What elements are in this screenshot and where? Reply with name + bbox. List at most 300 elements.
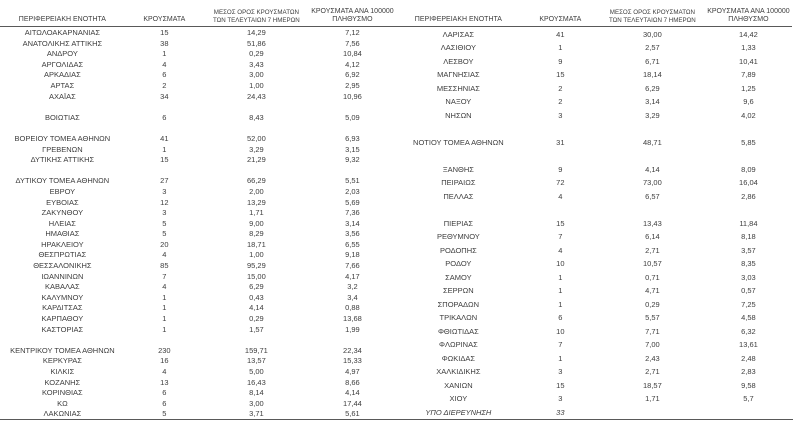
cases-cell: 13 (160, 377, 169, 387)
region-cell: ΚΕΝΤΡΙΚΟΥ ΤΟΜΕΑ ΑΘΗΝΩΝ (10, 345, 115, 355)
cases-cell: 1 (558, 43, 563, 53)
avg7-cell: 2,71 (645, 245, 660, 255)
cases-cell: 9 (558, 164, 563, 174)
table-row (0, 367, 396, 378)
cases-cell: 33 (556, 407, 565, 417)
per100k-cell: 8,66 (345, 377, 360, 387)
region-cell: ΚΑΛΥΜΝΟΥ (41, 292, 84, 302)
per100k-cell: 6,32 (741, 326, 756, 336)
right-table-header (396, 5, 792, 27)
table-row (0, 198, 396, 209)
table-row (396, 217, 792, 231)
avg7-cell: 1,71 (249, 208, 264, 218)
table-row (0, 155, 396, 166)
avg7-cell: 3,00 (249, 70, 264, 80)
region-cell: ΑΡΚΑΔΙΑΣ (43, 70, 81, 80)
per100k-cell: 0,88 (345, 303, 360, 313)
section-spacer (0, 335, 396, 346)
per100k-cell: 1,33 (741, 43, 756, 53)
per100k-cell: 4,17 (345, 271, 360, 281)
per100k-cell: 22,34 (343, 345, 362, 355)
right-table-body (396, 27, 792, 420)
avg7-cell: 3,29 (249, 144, 264, 154)
avg7-cell: 9,00 (249, 218, 264, 228)
avg7-cell: 4,14 (249, 303, 264, 313)
region-cell: ΚΑΡΔΙΤΣΑΣ (42, 303, 83, 313)
per100k-cell: 5,85 (741, 137, 756, 147)
table-row (396, 271, 792, 285)
avg7-cell: 8,14 (249, 388, 264, 398)
region-cell: ΕΥΒΟΙΑΣ (46, 197, 79, 207)
per100k-cell: 5,09 (345, 112, 360, 122)
table-row (0, 134, 396, 145)
region-cell: ΔΥΤΙΚΗΣ ΑΤΤΙΚΗΣ (30, 155, 95, 165)
cases-cell: 6 (558, 313, 563, 323)
per100k-cell: 4,58 (741, 313, 756, 323)
region-cell: ΡΟΔΟΥ (445, 259, 472, 269)
region-cell: ΙΩΑΝΝΙΝΩΝ (41, 271, 84, 281)
per100k-cell: 13,68 (343, 314, 362, 324)
avg7-cell: 24,43 (247, 91, 266, 101)
region-cell: ΚΑΡΠΑΘΟΥ (41, 314, 84, 324)
table-row (396, 406, 792, 420)
table-row (0, 229, 396, 240)
cases-cell: 15 (556, 70, 565, 80)
cases-cell: 5 (162, 229, 167, 239)
region-cell: ΧΑΛΚΙΔΙΚΗΣ (436, 367, 481, 377)
cases-cell: 1 (558, 353, 563, 363)
cases-cell: 85 (160, 261, 169, 271)
region-cell: ΣΕΡΡΩΝ (443, 286, 474, 296)
region-cell: ΦΩΚΙΔΑΣ (441, 353, 476, 363)
table-row (396, 352, 792, 366)
region-cell: ΝΟΤΙΟΥ ΤΟΜΕΑ ΑΘΗΝΩΝ (413, 137, 504, 147)
table-row (396, 55, 792, 69)
per100k-cell: 7,89 (741, 70, 756, 80)
cases-cell: 1 (558, 286, 563, 296)
region-cell: ΚΑΣΤΟΡΙΑΣ (41, 324, 84, 334)
table-row (0, 272, 396, 283)
left-table-body (0, 27, 396, 420)
avg7-cell: 4,14 (645, 164, 660, 174)
region-cell: ΗΛΕΙΑΣ (48, 218, 76, 228)
avg7-cell: 2,57 (645, 43, 660, 53)
per100k-cell: 7,36 (345, 208, 360, 218)
cases-cell: 1 (162, 144, 167, 154)
region-cell: ΛΕΣΒΟΥ (443, 56, 474, 66)
section-spacer (396, 204, 792, 218)
per100k-cell: 13,61 (739, 340, 758, 350)
cases-cell: 1 (558, 272, 563, 282)
region-cell: ΗΡΑΚΛΕΙΟΥ (41, 239, 84, 249)
per100k-cell: 5,61 (345, 409, 360, 419)
per100k-cell: 8,09 (741, 164, 756, 174)
avg7-cell: 3,00 (249, 398, 264, 408)
cases-cell: 41 (160, 133, 169, 143)
region-cell: ΠΕΙΡΑΙΩΣ (441, 178, 476, 188)
per100k-cell: 7,66 (345, 261, 360, 271)
avg7-cell: 5,00 (249, 367, 264, 376)
region-cell: ΒΟΡΕΙΟΥ ΤΟΜΕΑ ΑΘΗΝΩΝ (14, 133, 111, 143)
cases-cell: 6 (162, 398, 167, 408)
table-row (0, 49, 396, 60)
region-cell: ΥΠΟ ΔΙΕΡΕΥΝΗΣΗ (425, 407, 492, 417)
avg7-cell: 21,29 (247, 155, 266, 165)
section-spacer (396, 150, 792, 164)
table-row (0, 60, 396, 71)
per100k-cell: 3,14 (345, 218, 360, 228)
section-spacer (0, 102, 396, 113)
cases-cell: 34 (160, 91, 169, 101)
cases-cell: 4 (162, 250, 167, 260)
per100k-cell: 4,12 (345, 59, 360, 69)
avg7-cell: 7,00 (645, 340, 660, 350)
avg7-cell: 5,57 (645, 313, 660, 323)
table-row (396, 27, 792, 42)
avg7-cell: 18,57 (643, 380, 662, 390)
cases-cell: 3 (162, 186, 167, 196)
region-cell: ΜΕΣΣΗΝΙΑΣ (436, 83, 480, 93)
table-row (0, 70, 396, 81)
per100k-cell: 3,15 (345, 144, 360, 154)
cases-cell: 5 (162, 218, 167, 228)
header-per100k: ΚΡΟΥΣΜΑΤΑ ΑΝΑ 100000 ΠΛΗΘΥΣΜΟ (705, 5, 792, 27)
cases-cell: 4 (162, 59, 167, 69)
region-cell: ΞΑΝΘΗΣ (442, 164, 474, 174)
cases-cell: 5 (162, 409, 167, 419)
cases-cell: 4 (558, 245, 563, 255)
avg7-cell: 8,43 (249, 112, 264, 122)
avg7-cell: 0,71 (645, 272, 660, 282)
avg7-cell: 48,71 (643, 137, 662, 147)
table-row (396, 69, 792, 83)
avg7-cell: 7,71 (645, 326, 660, 336)
avg7-cell: 30,00 (643, 29, 662, 39)
section-spacer (0, 123, 396, 134)
cases-cell: 3 (162, 208, 167, 218)
region-cell: ΚΟΡΙΝΘΙΑΣ (42, 388, 83, 398)
per100k-cell: 10,84 (343, 49, 362, 59)
region-cell: ΕΒΡΟΥ (49, 186, 76, 196)
region-cell: ΡΕΘΥΜΝΟΥ (436, 232, 480, 242)
cases-cell: 1 (162, 314, 167, 324)
region-cell: ΘΕΣΣΑΛΟΝΙΚΗΣ (33, 261, 92, 271)
per100k-cell: 5,51 (345, 176, 360, 186)
region-cell: ΚΕΡΚΥΡΑΣ (42, 356, 82, 366)
cases-cell: 1 (162, 303, 167, 313)
avg7-cell: 13,29 (247, 197, 266, 207)
region-cell: ΠΙΕΡΙΑΣ (443, 218, 473, 228)
avg7-cell: 10,57 (643, 259, 662, 269)
region-cell: ΛΑΚΩΝΙΑΣ (43, 409, 82, 419)
table-row (396, 244, 792, 258)
avg7-cell: 15,00 (247, 271, 266, 281)
table-row (0, 208, 396, 219)
avg7-cell: 3,14 (645, 97, 660, 107)
region-cell: ΚΙΛΚΙΣ (50, 367, 75, 376)
region-cell: ΣΠΟΡΑΔΩΝ (437, 299, 480, 309)
per100k-cell: 2,48 (741, 353, 756, 363)
avg7-cell: 95,29 (247, 261, 266, 271)
cases-cell: 2 (162, 80, 167, 90)
cases-cell: 3 (558, 394, 563, 404)
table-row (396, 82, 792, 96)
per100k-cell: 3,57 (741, 245, 756, 255)
avg7-cell: 2,71 (645, 367, 660, 377)
per100k-cell: 9,18 (345, 250, 360, 260)
cases-cell: 15 (160, 155, 169, 165)
avg7-cell: 73,00 (643, 178, 662, 188)
avg7-cell: 6,57 (645, 191, 660, 201)
cases-cell: 20 (160, 239, 169, 249)
per100k-cell: 1,25 (741, 83, 756, 93)
cases-cell: 72 (556, 178, 565, 188)
per100k-cell: 4,97 (345, 367, 360, 376)
table-row (396, 298, 792, 312)
cases-cell: 38 (160, 38, 169, 48)
region-cell: ΣΑΜΟΥ (445, 272, 472, 282)
per100k-cell: 2,83 (741, 367, 756, 377)
cases-cell: 10 (556, 259, 565, 269)
region-cell: ΑΡΓΟΛΙΔΑΣ (41, 59, 84, 69)
per100k-cell: 2,86 (741, 191, 756, 201)
per100k-cell: 3,4 (347, 292, 358, 302)
per100k-cell: 5,69 (345, 197, 360, 207)
cases-cell: 7 (558, 340, 563, 350)
table-row (396, 177, 792, 191)
per100k-cell: 6,92 (345, 70, 360, 80)
table-row (396, 190, 792, 204)
avg7-cell: 8,29 (249, 229, 264, 239)
region-cell: ΑΡΤΑΣ (50, 80, 75, 90)
header-row (0, 5, 396, 27)
avg7-cell: 0,29 (249, 314, 264, 324)
avg7-cell: 18,14 (643, 70, 662, 80)
per100k-cell: 15,33 (343, 356, 362, 366)
per100k-cell: 16,04 (739, 178, 758, 188)
cases-cell: 2 (558, 97, 563, 107)
cases-cell: 2 (558, 83, 563, 93)
region-cell: ΔΥΤΙΚΟΥ ΤΟΜΕΑ ΑΘΗΝΩΝ (15, 176, 110, 186)
per100k-cell: 17,44 (343, 398, 362, 408)
per100k-cell: 2,95 (345, 80, 360, 90)
table-row (396, 325, 792, 339)
avg7-cell: 6,14 (645, 232, 660, 242)
table-row (0, 378, 396, 389)
per100k-cell: 8,18 (741, 232, 756, 242)
cases-cell: 3 (558, 367, 563, 377)
cases-cell: 6 (162, 112, 167, 122)
per100k-cell: 9,58 (741, 380, 756, 390)
table-row (396, 258, 792, 272)
left-table (0, 5, 396, 420)
avg7-cell (600, 406, 705, 420)
region-cell: ΜΑΓΝΗΣΙΑΣ (437, 70, 480, 80)
region-cell: ΦΛΩΡΙΝΑΣ (438, 340, 478, 350)
per100k-cell: 2,03 (345, 186, 360, 196)
cases-cell: 7 (558, 232, 563, 242)
cases-cell: 31 (556, 137, 565, 147)
header-cases: ΚΡΟΥΣΜΑΤΑ (521, 5, 600, 27)
avg7-cell: 6,71 (645, 56, 660, 66)
header-avg7: ΜΕΣΟΣ ΟΡΟΣ ΚΡΟΥΣΜΑΤΩΝ ΤΩΝ ΤΕΛΕΥΤΑΙΩΝ 7 ΗΜΕΡΩΝ (600, 5, 705, 27)
region-cell: ΘΕΣΠΡΩΤΙΑΣ (38, 250, 87, 260)
cases-cell: 1 (162, 324, 167, 334)
avg7-cell: 1,00 (249, 250, 264, 260)
cases-cell: 41 (556, 29, 565, 39)
table-row (396, 109, 792, 123)
per100k-cell: 10,41 (739, 56, 758, 66)
table-row (0, 399, 396, 410)
region-cell: ΖΑΚΥΝΘΟΥ (41, 208, 84, 218)
table-row (0, 187, 396, 198)
per100k-cell: 3,03 (741, 272, 756, 282)
table-row (0, 282, 396, 293)
cases-cell: 6 (162, 70, 167, 80)
cases-cell: 1 (558, 299, 563, 309)
per100k-cell: 7,56 (345, 38, 360, 48)
avg7-cell: 1,57 (249, 324, 264, 334)
avg7-cell: 4,71 (645, 286, 660, 296)
table-bottom-rule (0, 419, 793, 420)
header-avg7: ΜΕΣΟΣ ΟΡΟΣ ΚΡΟΥΣΜΑΤΩΝ ΤΩΝ ΤΕΛΕΥΤΑΙΩΝ 7 ΗΜΕΡΩΝ (204, 5, 309, 27)
cases-cell: 15 (556, 218, 565, 228)
region-cell: ΦΘΙΩΤΙΔΑΣ (437, 326, 479, 336)
per100k-cell: 11,84 (739, 218, 758, 228)
per100k-cell: 1,99 (345, 324, 360, 334)
left-table-header (0, 5, 396, 27)
table-row (396, 393, 792, 407)
table-row (0, 145, 396, 156)
region-cell: ΡΟΔΟΠΗΣ (439, 245, 477, 255)
per100k-cell: 9,6 (743, 97, 754, 107)
table-row (0, 325, 396, 336)
per100k-cell: 7,25 (741, 299, 756, 309)
per100k-cell: 5,7 (743, 394, 754, 404)
region-cell: ΚΩ (57, 398, 68, 408)
avg7-cell: 1,71 (645, 394, 660, 404)
region-cell: ΝΗΣΩΝ (445, 110, 472, 120)
right-table (396, 5, 792, 420)
cases-cell: 15 (160, 28, 169, 37)
table-row (0, 219, 396, 230)
cases-cell: 27 (160, 176, 169, 186)
avg7-cell: 66,29 (247, 176, 266, 186)
cases-cell: 4 (162, 282, 167, 292)
avg7-cell: 3,71 (249, 409, 264, 419)
table-row (0, 27, 396, 39)
per100k-cell: 0,57 (741, 286, 756, 296)
per100k-cell: 6,93 (345, 133, 360, 143)
avg7-cell: 13,57 (247, 356, 266, 366)
avg7-cell: 0,43 (249, 292, 264, 302)
cases-cell: 16 (160, 356, 169, 366)
avg7-cell: 13,43 (643, 218, 662, 228)
table-row (0, 388, 396, 399)
region-cell: ΚΑΒΑΛΑΣ (45, 282, 80, 292)
table-row (0, 250, 396, 261)
table-row (396, 96, 792, 110)
cases-cell: 230 (158, 345, 171, 355)
table-row (0, 113, 396, 124)
avg7-cell: 18,71 (247, 239, 266, 249)
per100k-cell (705, 406, 792, 420)
avg7-cell: 3,29 (645, 110, 660, 120)
region-cell: ΒΟΙΩΤΙΑΣ (44, 112, 80, 122)
table-row (0, 293, 396, 304)
header-region: ΠΕΡΙΦΕΡΕΙΑΚΗ ΕΝΟΤΗΤΑ (0, 5, 125, 27)
cases-cell: 9 (558, 56, 563, 66)
cases-cell: 15 (556, 380, 565, 390)
cases-cell: 10 (556, 326, 565, 336)
avg7-cell: 52,00 (247, 133, 266, 143)
cases-cell: 1 (162, 49, 167, 59)
avg7-cell: 3,43 (249, 59, 264, 69)
region-cell: ΚΟΖΑΝΗΣ (44, 377, 81, 387)
per100k-cell: 4,02 (741, 110, 756, 120)
avg7-cell: 2,43 (645, 353, 660, 363)
header-region: ΠΕΡΙΦΕΡΕΙΑΚΗ ΕΝΟΤΗΤΑ (396, 5, 521, 27)
region-cell: ΠΕΛΛΑΣ (443, 191, 474, 201)
region-cell: ΝΑΞΟΥ (445, 97, 472, 107)
table-row (0, 39, 396, 50)
table-row (0, 176, 396, 187)
table-row (396, 312, 792, 326)
avg7-cell: 6,29 (645, 83, 660, 93)
header-cases: ΚΡΟΥΣΜΑΤΑ (125, 5, 204, 27)
table-row (0, 314, 396, 325)
per100k-cell: 10,96 (343, 91, 362, 101)
avg7-cell: 159,71 (244, 345, 268, 355)
avg7-cell: 0,29 (249, 49, 264, 59)
per100k-cell: 8,35 (741, 259, 756, 269)
table-row (396, 136, 792, 150)
table-row (0, 92, 396, 103)
table-row (396, 163, 792, 177)
avg7-cell: 1,00 (249, 80, 264, 90)
header-row (396, 5, 792, 27)
table-row (0, 303, 396, 314)
table-row (0, 261, 396, 272)
per100k-cell: 14,42 (739, 29, 758, 39)
table-row (396, 231, 792, 245)
table-row (396, 379, 792, 393)
table-row (0, 81, 396, 92)
avg7-cell: 51,86 (247, 38, 266, 48)
per100k-cell: 3,2 (347, 282, 358, 292)
per100k-cell: 3,56 (345, 229, 360, 239)
region-cell: ΑΝΑΤΟΛΙΚΗΣ ΑΤΤΙΚΗΣ (22, 38, 103, 48)
cases-cell: 12 (160, 197, 169, 207)
cases-cell: 4 (162, 367, 167, 376)
region-cell: ΑΙΤΩΛΟΑΚΑΡΝΑΝΙΑΣ (24, 28, 100, 37)
region-cell: ΛΑΡΙΣΑΣ (442, 29, 475, 39)
region-cell: ΓΡΕΒΕΝΩΝ (42, 144, 83, 154)
cases-cell: 6 (162, 388, 167, 398)
avg7-cell: 16,43 (247, 377, 266, 387)
table-row (396, 366, 792, 380)
per100k-cell: 9,32 (345, 155, 360, 165)
cases-cell: 7 (162, 271, 167, 281)
table-row (0, 346, 396, 357)
region-cell: ΛΑΣΙΘΙΟΥ (440, 43, 476, 53)
section-spacer (0, 166, 396, 177)
avg7-cell: 2,00 (249, 186, 264, 196)
cases-cell: 4 (558, 191, 563, 201)
table-row (396, 42, 792, 56)
avg7-cell: 14,29 (247, 28, 266, 37)
avg7-cell: 6,29 (249, 282, 264, 292)
